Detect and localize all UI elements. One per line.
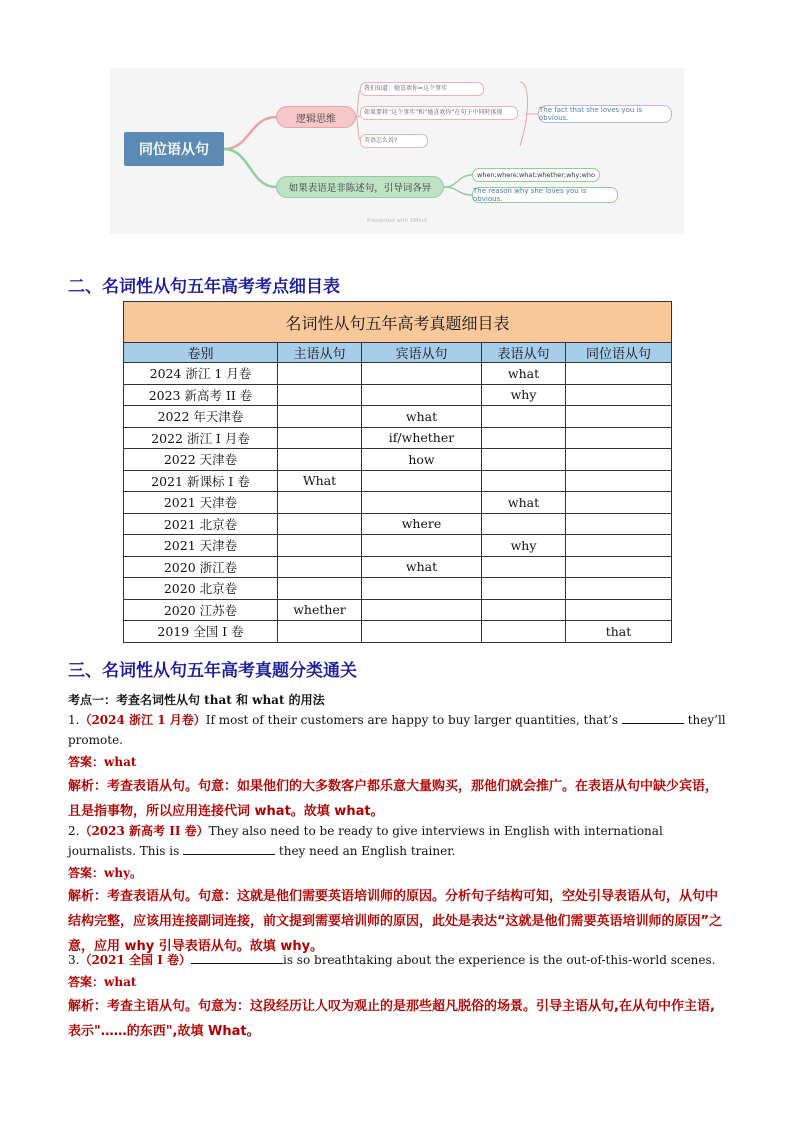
- question-text-after: they’ll promote.: [68, 713, 726, 747]
- question-source: （2023 新高考 II 卷）: [79, 824, 209, 838]
- table-row: [124, 492, 672, 514]
- answer-value: what: [104, 755, 137, 769]
- answer-value: what: [104, 975, 137, 989]
- table-cell: [482, 621, 566, 643]
- table-cell-exam: 2020 浙江卷: [124, 556, 278, 578]
- answer-value: why。: [104, 866, 143, 880]
- exam-detail-table: [123, 301, 672, 643]
- table-row: [124, 406, 672, 428]
- table-row: [124, 556, 672, 578]
- table-cell: [566, 363, 672, 385]
- table-cell: [278, 556, 362, 578]
- mind-map-branch-predicative: 如果表语是非陈述句，引导词各异: [276, 176, 444, 198]
- table-cell-exam: 2020 江苏卷: [124, 599, 278, 621]
- table-cell-exam: 2022 浙江 I 月卷: [124, 427, 278, 449]
- mind-map-credit: Presented with XMind: [367, 218, 427, 224]
- table-cell: [362, 384, 482, 406]
- table-cell: [278, 492, 362, 514]
- question-text-before: If most of their customers are happy to buy larger quantities, that’s: [205, 713, 622, 727]
- answer-1: [68, 752, 726, 772]
- table-cell: [566, 535, 672, 557]
- table-cell: What: [278, 470, 362, 492]
- table-row: [124, 535, 672, 557]
- table-cell: that: [566, 621, 672, 643]
- table-cell: [278, 384, 362, 406]
- table-cell: [362, 492, 482, 514]
- table-row: [124, 384, 672, 406]
- section-heading-table: 二、名词性从句五年高考考点细目表: [68, 277, 340, 297]
- table-row: [124, 513, 672, 535]
- section-heading-questions: 三、名词性从句五年高考真题分类通关: [68, 661, 357, 681]
- table-cell-exam: 2024 浙江 1 月卷: [124, 363, 278, 385]
- table-cell: [278, 449, 362, 471]
- table-header-cell: 宾语从句: [362, 343, 482, 363]
- mind-map-leaf-connectives: when;where;what;whether;why;who: [472, 168, 600, 182]
- question-3: [68, 950, 726, 970]
- answer-blank[interactable]: [622, 711, 684, 724]
- table-cell-exam: 2021 新课标 I 卷: [124, 470, 278, 492]
- question-source: （2024 浙江 1 月卷）: [79, 713, 206, 727]
- answer-label: 答案：: [68, 975, 105, 989]
- mind-map-leaf-combine: 如果要将“这个事实”和“她喜欢你”在句子中同时体现: [360, 106, 518, 120]
- mind-map-leaf-question: 英语怎么说?: [360, 134, 428, 148]
- table-cell: [566, 427, 672, 449]
- answer-3: [68, 972, 726, 992]
- answer-label: 答案：: [68, 866, 105, 880]
- answer-blank[interactable]: [191, 951, 283, 964]
- table-cell: how: [362, 449, 482, 471]
- table-cell: why: [482, 384, 566, 406]
- table-row: [124, 599, 672, 621]
- table-cell: [566, 449, 672, 471]
- table-header-cell: 表语从句: [482, 343, 566, 363]
- table-cell: where: [362, 513, 482, 535]
- table-cell: [566, 470, 672, 492]
- table-cell-exam: 2020 北京卷: [124, 578, 278, 600]
- answer-blank[interactable]: [183, 842, 275, 855]
- table-cell: [362, 470, 482, 492]
- table-cell: [362, 621, 482, 643]
- table-cell: [278, 513, 362, 535]
- table-cell: [362, 363, 482, 385]
- table-cell: [278, 427, 362, 449]
- table-header-cell: 主语从句: [278, 343, 362, 363]
- table-cell: [482, 406, 566, 428]
- table-cell: [566, 384, 672, 406]
- point-one-title: 考点一：考查名词性从句 that 和 what 的用法: [68, 693, 325, 707]
- table-header-cell: 同位语从句: [566, 343, 672, 363]
- table-cell-exam: 2021 天津卷: [124, 535, 278, 557]
- table-cell: if/whether: [362, 427, 482, 449]
- table-row: [124, 470, 672, 492]
- table-cell-exam: 2021 北京卷: [124, 513, 278, 535]
- explanation-3: 解析：考查主语从句。句意为：这段经历让人叹为观止的是那些超凡脱俗的场景。引导主语从句,在从句中作主语,表示"……的东西",故填 What。: [68, 999, 715, 1039]
- mind-map-branch-logic: 逻辑思维: [276, 106, 356, 128]
- table-cell: what: [362, 406, 482, 428]
- table-cell: [362, 535, 482, 557]
- table-cell: why: [482, 535, 566, 557]
- question-number: 1.: [68, 713, 80, 727]
- table-cell: [482, 556, 566, 578]
- question-2: [68, 821, 726, 861]
- table-cell: [482, 578, 566, 600]
- table-row: [124, 621, 672, 643]
- table-cell-exam: 2019 全国 I 卷: [124, 621, 278, 643]
- mind-map-image: [110, 68, 684, 234]
- question-text-before: They also need to be ready to give interviews in English with international journalists. This is: [68, 824, 663, 858]
- table-row: [124, 427, 672, 449]
- question-text-after: they need an English trainer.: [275, 844, 456, 858]
- table-cell: [482, 599, 566, 621]
- table-cell: [566, 492, 672, 514]
- table-row: [124, 363, 672, 385]
- table-row: [124, 449, 672, 471]
- table-cell: [566, 406, 672, 428]
- table-cell: [362, 599, 482, 621]
- answer-2: [68, 863, 726, 883]
- table-row: [124, 578, 672, 600]
- table-cell: [278, 621, 362, 643]
- table-cell-exam: 2021 天津卷: [124, 492, 278, 514]
- table-cell: [566, 599, 672, 621]
- question-source: （2021 全国 I 卷）: [79, 953, 191, 967]
- table-cell-exam: 2022 天津卷: [124, 449, 278, 471]
- table-cell: what: [482, 492, 566, 514]
- table-caption: 名词性从句五年高考真题细目表: [124, 302, 672, 343]
- table-cell: [566, 513, 672, 535]
- table-cell: [278, 406, 362, 428]
- answer-label: 答案：: [68, 755, 105, 769]
- question-1: [68, 710, 726, 750]
- table-cell: [482, 427, 566, 449]
- question-number: 3.: [68, 953, 80, 967]
- table-cell: [278, 535, 362, 557]
- table-cell: [566, 556, 672, 578]
- table-cell: whether: [278, 599, 362, 621]
- explanation-1: 解析：考查表语从句。句意：如果他们的大多数客户都乐意大量购买，那他们就会推广。在表语从句中缺少宾语，且是指事物，所以应用连接代词 what。故填 what。: [68, 779, 719, 819]
- mind-map-root: 同位语从句: [124, 132, 224, 166]
- table-cell: [482, 470, 566, 492]
- mind-map-result-reason: The reason why she loves you is obvious.: [472, 187, 618, 203]
- table-cell: what: [482, 363, 566, 385]
- table-cell: [278, 363, 362, 385]
- table-cell: [278, 578, 362, 600]
- table-cell: [566, 578, 672, 600]
- table-cell: [482, 449, 566, 471]
- question-number: 2.: [68, 824, 80, 838]
- table-cell: [362, 578, 482, 600]
- explanation-2: 解析：考查表语从句。句意：这就是他们需要英语培训师的原因。分析句子结构可知，空处引导表语从句，从句中结构完整，应该用连接副词连接，前文提到需要培训师的原因，此处是表达“这就是他们需要英语培训师的原因”之意，应用 why 引导表语从句。故填 why。: [68, 889, 723, 954]
- table-cell-exam: 2023 新高考 II 卷: [124, 384, 278, 406]
- table-cell: what: [362, 556, 482, 578]
- table-header-row: [124, 343, 672, 363]
- mind-map-result-fact: The fact that she loves you is obvious.: [538, 105, 672, 123]
- question-text-after: is so breathtaking about the experience is the out-of-this-world scenes.: [283, 953, 716, 967]
- mind-map-leaf-fact: 我们知道：她喜欢你=这个事实: [360, 82, 484, 96]
- table-header-cell: 卷别: [124, 343, 278, 363]
- table-cell-exam: 2022 年天津卷: [124, 406, 278, 428]
- table-cell: [482, 513, 566, 535]
